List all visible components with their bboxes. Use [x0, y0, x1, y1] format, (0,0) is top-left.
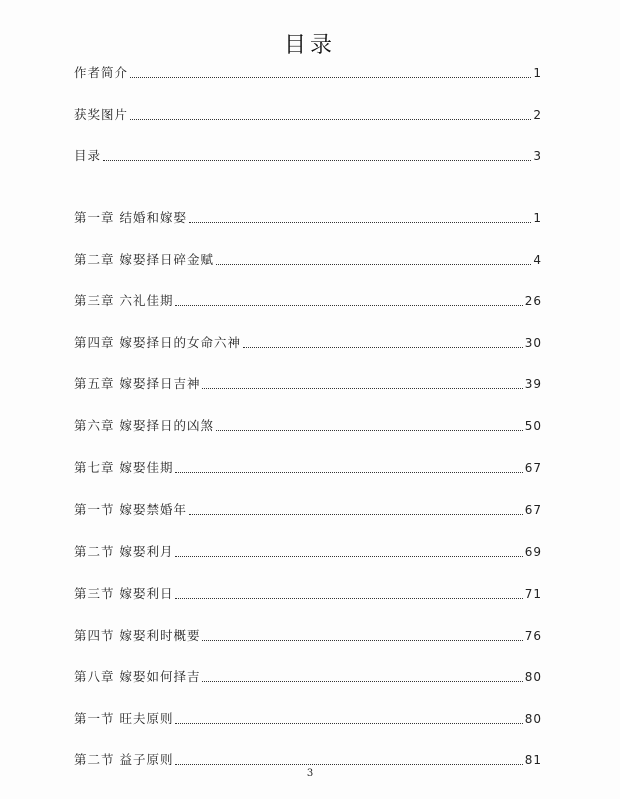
page-number: 3 [306, 768, 314, 779]
toc-entry-label: 第四章 嫁娶择日的女命六神 [74, 335, 241, 350]
dot-leader [175, 598, 522, 599]
dot-leader [175, 305, 522, 306]
toc-entry[interactable] [74, 292, 542, 310]
toc-entry-label: 第三节 嫁娶利日 [74, 586, 174, 601]
dot-leader [189, 222, 531, 223]
toc-entry-label: 第二节 嫁娶利月 [74, 544, 174, 559]
toc-entry[interactable] [74, 375, 542, 393]
toc-entry-page: 80 [524, 712, 542, 726]
toc-entry[interactable] [74, 751, 542, 769]
toc-entry[interactable] [74, 585, 542, 603]
toc-entry-label: 第八章 嫁娶如何择吉 [74, 669, 201, 684]
toc-entry-label: 第七章 嫁娶佳期 [74, 460, 174, 475]
toc-entry-page: 4 [533, 253, 542, 267]
toc-entry-page: 50 [524, 419, 542, 433]
toc-entry[interactable] [74, 417, 542, 435]
dot-leader [243, 347, 523, 348]
toc-entry-label: 第一节 嫁娶禁婚年 [74, 502, 187, 517]
toc-entry-label: 第二节 益子原则 [74, 752, 174, 767]
dot-leader [216, 430, 523, 431]
toc-entry-label: 第五章 嫁娶择日吉神 [74, 376, 201, 391]
toc-entry-label: 作者简介 [74, 65, 129, 80]
toc-entry[interactable] [74, 459, 542, 477]
dot-leader [202, 640, 522, 641]
toc-entry-page: 39 [524, 377, 542, 391]
dot-leader [216, 264, 531, 265]
toc-entry[interactable] [74, 668, 542, 686]
toc-entry[interactable] [74, 627, 542, 645]
dot-leader [202, 388, 522, 389]
toc-entry-page: 1 [533, 66, 542, 80]
toc-entry[interactable] [74, 543, 542, 561]
toc-entry[interactable] [74, 710, 542, 728]
toc-entry-page: 71 [524, 587, 542, 601]
dot-leader [189, 514, 523, 515]
toc-entry-page: 3 [533, 149, 542, 163]
toc-entry[interactable] [74, 64, 542, 82]
toc-entry-page: 67 [524, 503, 542, 517]
toc-entry-page: 81 [524, 753, 542, 767]
page-title: 目录 [283, 33, 336, 58]
dot-leader [175, 723, 522, 724]
dot-leader [175, 764, 522, 765]
dot-leader [175, 472, 522, 473]
dot-leader [103, 160, 531, 161]
toc-entry-page: 76 [524, 629, 542, 643]
toc-entry-label: 第二章 嫁娶择日碎金赋 [74, 252, 214, 267]
toc-entry-label: 第一章 结婚和嫁娶 [74, 210, 187, 225]
dot-leader [202, 681, 522, 682]
dot-leader [175, 556, 522, 557]
toc-entry[interactable] [74, 334, 542, 352]
toc-entry-label: 第三章 六礼佳期 [74, 293, 174, 308]
toc-entry-label: 第六章 嫁娶择日的凶煞 [74, 418, 214, 433]
toc-entry[interactable] [74, 251, 542, 269]
toc-entry-label: 第一节 旺夫原则 [74, 711, 174, 726]
toc-entry-page: 2 [533, 108, 542, 122]
toc-entry-label: 第四节 嫁娶利时概要 [74, 628, 201, 643]
toc-entry-label: 获奖图片 [74, 107, 129, 122]
toc-entry-page: 1 [533, 211, 542, 225]
toc-entry-page: 67 [524, 461, 542, 475]
toc-entry[interactable] [74, 209, 542, 227]
toc-entry-label: 目录 [74, 148, 102, 163]
toc-entry-page: 69 [524, 545, 542, 559]
toc-entry-page: 26 [524, 294, 542, 308]
toc-entry-page: 30 [524, 336, 542, 350]
toc-entry[interactable] [74, 501, 542, 519]
toc-entry[interactable] [74, 106, 542, 124]
toc-entry-page: 80 [524, 670, 542, 684]
dot-leader [130, 119, 531, 120]
toc-entry[interactable] [74, 147, 542, 165]
dot-leader [130, 77, 531, 78]
